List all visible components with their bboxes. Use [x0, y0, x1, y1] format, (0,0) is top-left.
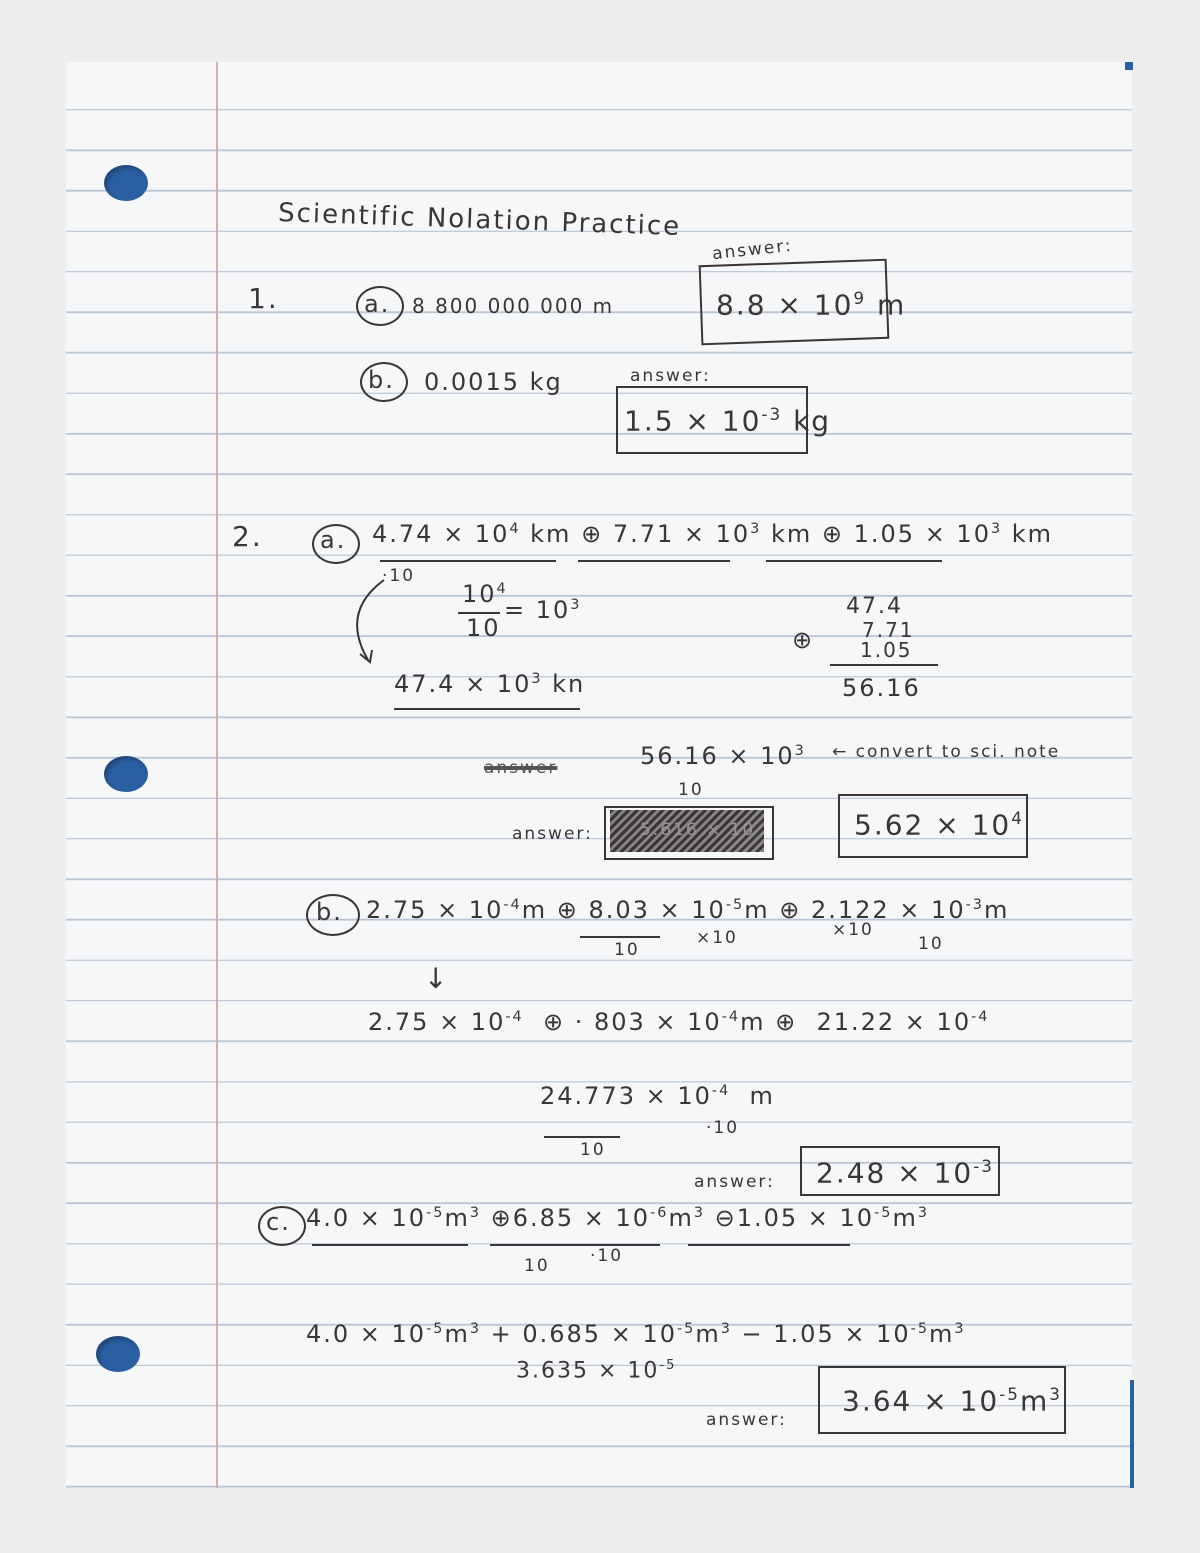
q1b-label: b.	[368, 366, 395, 394]
q2a-final-base: 5.62 × 10	[854, 808, 1012, 842]
binder-hole-bottom	[96, 1336, 140, 1372]
q1b-answer-value: 1.5 × 10	[624, 404, 762, 438]
q2c-label: c.	[266, 1208, 291, 1236]
q2b-term3-unit: m	[983, 896, 1010, 924]
q2c-answer-exp: -5	[999, 1384, 1020, 1404]
q2c-brace-1	[312, 1244, 468, 1246]
q1b-answer	[624, 404, 831, 437]
q2a-fraction-num-exp: 4	[496, 581, 508, 597]
q2a-result-base: 56.16 × 10	[640, 742, 795, 770]
q2b-step2: · 803 × 10	[574, 1008, 722, 1036]
q2b-label: b.	[316, 898, 343, 926]
q2b-answer	[816, 1156, 994, 1189]
q2b-term2-exp: -5	[725, 897, 745, 913]
plus-circle-icon: ⊕	[821, 520, 844, 548]
q2a-term3: 1.05 × 10	[853, 520, 991, 548]
minus-circle-icon: ⊖	[714, 1204, 737, 1232]
q2a-converted-base: 47.4 × 10	[394, 670, 532, 698]
q2a-sum-total: 56.16	[842, 674, 921, 702]
q2c-brace-2	[490, 1244, 660, 1246]
q2b-step-line	[368, 1008, 989, 1036]
q2b-div10-b: 10	[918, 934, 944, 954]
q2a-term2-unit: km	[770, 520, 813, 548]
q1b-problem: 0.0015 kg	[424, 368, 563, 396]
q2c-brace-3	[688, 1244, 850, 1246]
q2b-x10-b: ×10	[832, 920, 874, 940]
plus-circle-icon: ⊕	[779, 896, 802, 924]
q2c-line2-b: + 0.685 × 10	[490, 1320, 677, 1348]
q2c-line3-base: 3.635 × 10	[516, 1358, 660, 1384]
plus-circle-icon: ⊕	[556, 896, 579, 924]
q2a-sum-rule	[830, 664, 938, 666]
q2c-answer-unit: m	[1019, 1384, 1050, 1418]
q1a-label: a.	[364, 290, 391, 318]
q2c-answer-value: 3.64 × 10	[842, 1384, 1000, 1418]
notebook-page	[66, 62, 1132, 1488]
page-title: Scientific Nolation Practice	[277, 197, 682, 243]
q1a-answer	[716, 288, 906, 321]
q2a-fraction-result	[504, 596, 581, 624]
q2c-answer-unit-exp: 3	[1049, 1384, 1062, 1404]
q2c-line2-c-unit-exp: 3	[954, 1321, 966, 1337]
q2b-sum-bar	[544, 1136, 620, 1138]
q2c-answer-label: answer:	[706, 1410, 787, 1430]
q2a-term3-exp: 3	[990, 521, 1003, 537]
q2b-step2-unit: m	[740, 1008, 766, 1036]
q2c-line2	[306, 1320, 966, 1348]
q2c-answer	[842, 1384, 1062, 1417]
q2a-sum-plus: ⊕	[792, 626, 815, 654]
scan-edge	[1130, 1380, 1134, 1488]
q2a-sum-line3: 1.05	[860, 638, 913, 662]
q2b-step1-exp: -4	[505, 1009, 524, 1025]
q2b-term1: 2.75 × 10	[366, 896, 504, 924]
q1a-answer-label: answer:	[711, 235, 794, 265]
q2c-term3-unit: m	[892, 1204, 918, 1232]
q2a-fraction-num-base: 10	[462, 580, 497, 608]
q2a-brace-2	[578, 560, 730, 562]
question-1-number: 1.	[248, 282, 279, 315]
q2b-step2-exp: -4	[721, 1009, 741, 1025]
q2a-convert-note: ← convert to sci. note	[832, 742, 1061, 762]
q2a-term2: 7.71 × 10	[612, 520, 751, 548]
q2b-div-bar-a	[580, 936, 660, 938]
q2b-sum-exp: -4	[711, 1083, 731, 1099]
down-arrow-icon: ↓	[424, 962, 450, 995]
q2c-times10: ·10	[590, 1246, 624, 1266]
q2a-expression	[372, 520, 1053, 548]
q2c-line2-a: 4.0 × 10	[306, 1320, 427, 1348]
binder-hole-top	[104, 165, 148, 201]
q2a-label: a.	[320, 526, 347, 554]
plus-circle-icon: ⊕	[581, 520, 604, 548]
q2a-term1: 4.74 × 10	[372, 520, 510, 548]
q2c-line2-c: − 1.05 × 10	[741, 1320, 911, 1348]
q2b-step3: 21.22 × 10	[816, 1008, 972, 1036]
q2c-line2-b-exp: -5	[676, 1321, 696, 1337]
q2a-sum-line1: 47.4	[846, 594, 903, 619]
q2b-step1: 2.75 × 10	[368, 1008, 506, 1036]
plus-circle-icon: ⊕	[542, 1008, 566, 1036]
q2c-term3-exp: -5	[874, 1205, 893, 1221]
margin-line	[216, 62, 218, 1488]
q2a-converted	[394, 670, 585, 698]
q2a-result-exp: 3	[794, 743, 806, 759]
q2b-term1-exp: -4	[503, 897, 522, 913]
q2c-expression	[306, 1204, 929, 1232]
q2a-final-answer	[854, 808, 1024, 841]
q1b-answer-exp: -3	[761, 404, 783, 424]
q2c-term3-unit-exp: 3	[917, 1205, 929, 1221]
q2a-converted-exp: 3	[531, 671, 543, 687]
q2a-fraction-den: 10	[466, 614, 501, 642]
q2b-term3: 2.122 × 10	[810, 896, 966, 924]
q2a-crossed-answer: 5.616 × 10	[640, 820, 756, 840]
q1a-answer-value: 8.8 × 10	[716, 288, 854, 322]
plus-circle-icon: ⊕	[490, 1204, 513, 1232]
q2c-term1-exp: -5	[426, 1205, 445, 1221]
curved-arrow-icon	[340, 576, 390, 668]
q2c-line3-exp: -5	[659, 1358, 677, 1373]
q2a-converted-unit: kn	[552, 670, 586, 698]
q2a-term3-unit: km	[1011, 520, 1054, 548]
q2a-brace-3	[766, 560, 942, 562]
q2b-answer-value: 2.48 × 10	[816, 1156, 974, 1190]
q2c-term1-unit-exp: 3	[469, 1205, 481, 1221]
q2c-line2-a-unit-exp: 3	[469, 1321, 481, 1337]
q1a-problem: 8 800 000 000 m	[412, 294, 615, 318]
q2b-answer-label: answer:	[694, 1172, 775, 1192]
q2a-crossed-word: answer	[484, 758, 558, 778]
q2b-term1-unit: m	[521, 896, 548, 924]
q2b-term2: 8.03 × 10	[588, 896, 726, 924]
scan-mark	[1125, 62, 1133, 70]
q2c-term1-unit: m	[444, 1204, 470, 1232]
q2c-line2-b-unit-exp: 3	[720, 1321, 732, 1337]
q2a-fraction-result-base: = 10	[504, 596, 571, 624]
q2c-term2-exp: -6	[650, 1205, 669, 1221]
plus-circle-icon: ⊕	[775, 1008, 798, 1036]
q2b-answer-exp: -3	[973, 1156, 994, 1176]
q2c-line2-a-unit: m	[444, 1320, 470, 1348]
q2c-line3	[516, 1358, 677, 1383]
q2b-expression	[366, 896, 1009, 924]
q1b-answer-label: answer:	[630, 366, 711, 386]
q2b-step3-exp: -4	[971, 1009, 990, 1025]
q2c-line2-c-unit: m	[928, 1320, 955, 1348]
q2b-sum-unit: m	[749, 1082, 775, 1110]
q1b-answer-unit: kg	[793, 404, 832, 438]
q2c-term1: 4.0 × 10	[306, 1204, 427, 1232]
q2b-sum-div: 10	[580, 1140, 606, 1160]
q2a-term1-unit: km	[530, 520, 572, 548]
q2a-converted-brace	[394, 708, 580, 710]
q2a-sum-line2: 7.71	[862, 618, 915, 642]
question-2-number: 2.	[232, 520, 263, 553]
q1a-answer-exp: 9	[853, 288, 867, 308]
q2a-brace-1	[380, 560, 556, 562]
q2a-answer-label: answer:	[512, 824, 593, 844]
q2b-sum	[540, 1082, 775, 1110]
q1a-answer-unit: m	[877, 288, 907, 322]
q2c-line2-a-exp: -5	[426, 1321, 445, 1337]
q2b-term2-unit: m	[744, 896, 770, 924]
q2a-final-exp: 4	[1011, 808, 1024, 828]
q2a-result	[640, 742, 806, 770]
q2b-div10-a: 10	[614, 940, 640, 960]
q2c-line2-c-exp: -5	[910, 1321, 929, 1337]
q2c-term2-unit-exp: 3	[693, 1205, 705, 1221]
q2a-result-div: 10	[678, 780, 704, 800]
q2b-sum-base: 24.773 × 10	[540, 1082, 712, 1110]
q2a-fraction-num	[462, 580, 508, 608]
q2c-line2-b-unit: m	[695, 1320, 721, 1348]
q2c-term3: 1.05 × 10	[736, 1204, 875, 1232]
q2a-fraction-result-exp: 3	[570, 597, 582, 613]
q2c-term2: 6.85 × 10	[512, 1204, 651, 1232]
q2b-sum-times: ·10	[706, 1118, 740, 1138]
q2a-term2-exp: 3	[750, 521, 762, 537]
q2b-term3-exp: -3	[965, 897, 984, 913]
binder-hole-middle	[104, 756, 148, 792]
q2c-div10: 10	[524, 1256, 550, 1276]
q2a-term1-exp: 4	[509, 521, 521, 537]
q2a-times10: ·10	[382, 566, 416, 586]
q2c-term2-unit: m	[668, 1204, 694, 1232]
q2b-x10-a: ×10	[696, 928, 738, 948]
